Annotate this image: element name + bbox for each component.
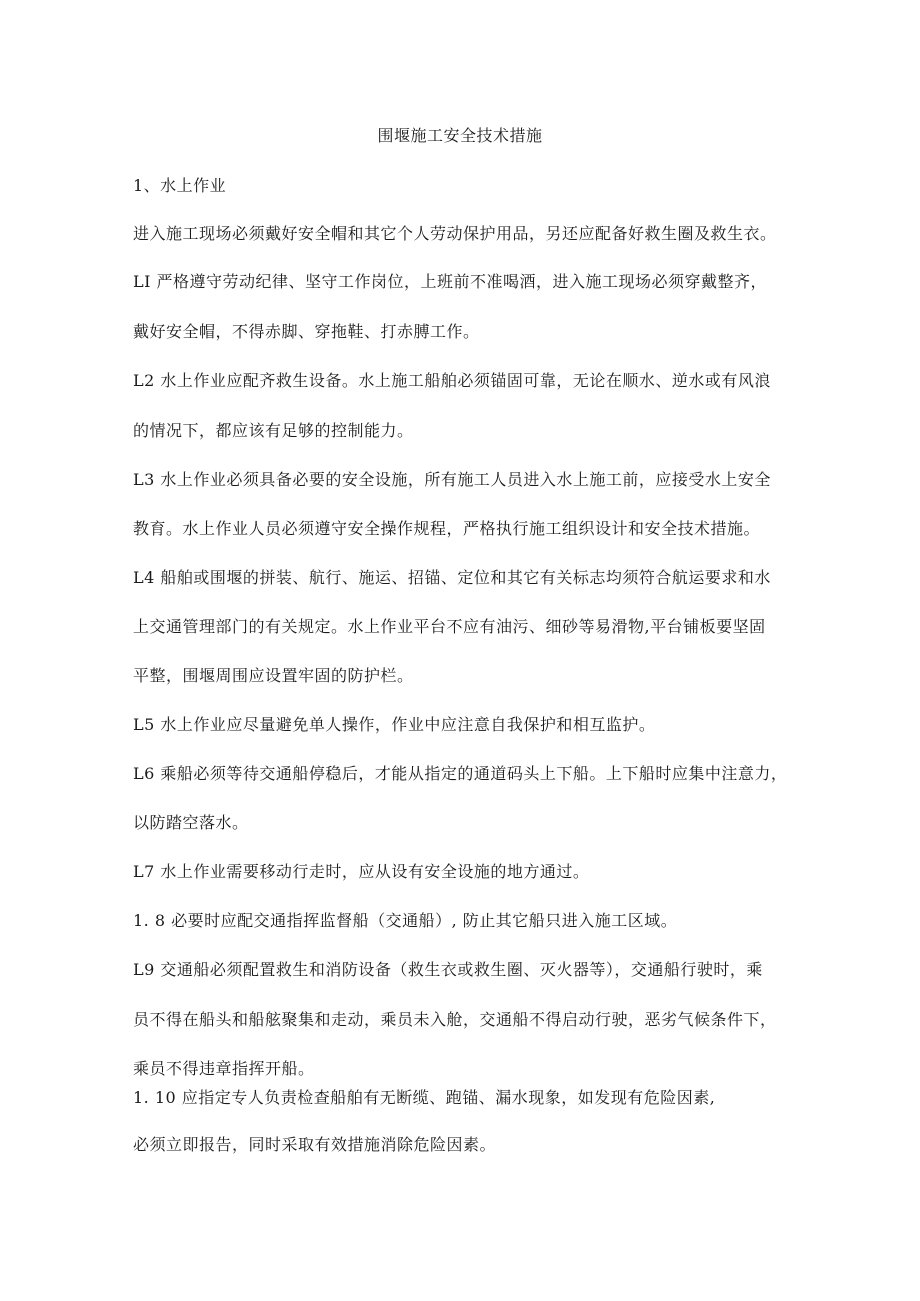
paragraph-line: L7 水上作业需要移动行走时，应从设有安全设施的地方通过。 [133,862,590,881]
paragraph-line: 的情况下，都应该有足够的控制能力。 [133,421,414,440]
paragraph-line: 教育。水上作业人员必须遵守安全操作规程，严格执行施工组织设计和安全技术措施。 [133,519,761,538]
paragraph-line: 以防踏空落水。 [133,813,249,832]
document-title: 围堰施工安全技术措施 [377,126,543,145]
paragraph-line: 1. 8 必要时应配交通指挥监督船（交通船）, 防止其它船只进入施工区域。 [133,911,678,930]
paragraph-line: L5 水上作业应尽量避免单人操作，作业中应注意自我保护和相互监护。 [133,715,656,734]
paragraph-line: 平整，围堰周围应设置牢固的防护栏。 [133,666,414,685]
paragraph-line: 1. 10 应指定专人负责检查船舶有无断缆、跑锚、漏水现象，如发现有危险因素, [133,1088,716,1107]
paragraph-line: L9 交通船必须配置救生和消防设备（救生衣或救生圈、灭火器等），交通船行驶时，乘 [133,960,763,979]
section-heading: 1、水上作业 [133,176,227,195]
paragraph-line: 乘员不得违章指挥开船。 [133,1059,315,1078]
paragraph-line: LI 严格遵守劳动纪律、坚守工作岗位，上班前不准喝酒，进入施工现场必须穿戴整齐， [133,272,768,291]
paragraph-line: L6 乘船必须等待交通船停稳后，才能从指定的通道码头上下船。上下船时应集中注意力， [133,764,788,783]
paragraph-line: L3 水上作业必须具备必要的安全设施，所有施工人员进入水上施工前，应接受水上安全 [133,470,771,489]
paragraph-line: 必须立即报告，同时采取有效措施消除危险因素。 [133,1135,497,1154]
paragraph-line: 戴好安全帽，不得赤脚、穿拖鞋、打赤膊工作。 [133,322,480,341]
paragraph-line: 上交通管理部门的有关规定。水上作业平台不应有油污、细砂等易滑物,平台铺板要坚固 [133,617,766,636]
paragraph-line: L4 船舶或围堰的拼装、航行、施运、招锚、定位和其它有关标志均须符合航运要求和水 [133,568,771,587]
paragraph-line: L2 水上作业应配齐救生设备。水上施工船舶必须锚固可靠，无论在顺水、逆水或有风浪 [133,371,771,390]
paragraph-line: 进入施工现场必须戴好安全帽和其它个人劳动保护用品，另还应配备好救生圈及救生衣。 [133,224,777,243]
paragraph-line: 员不得在船头和船舷聚集和走动，乘员未入舱，交通船不得启动行驶，恶劣气候条件下， [133,1010,777,1029]
